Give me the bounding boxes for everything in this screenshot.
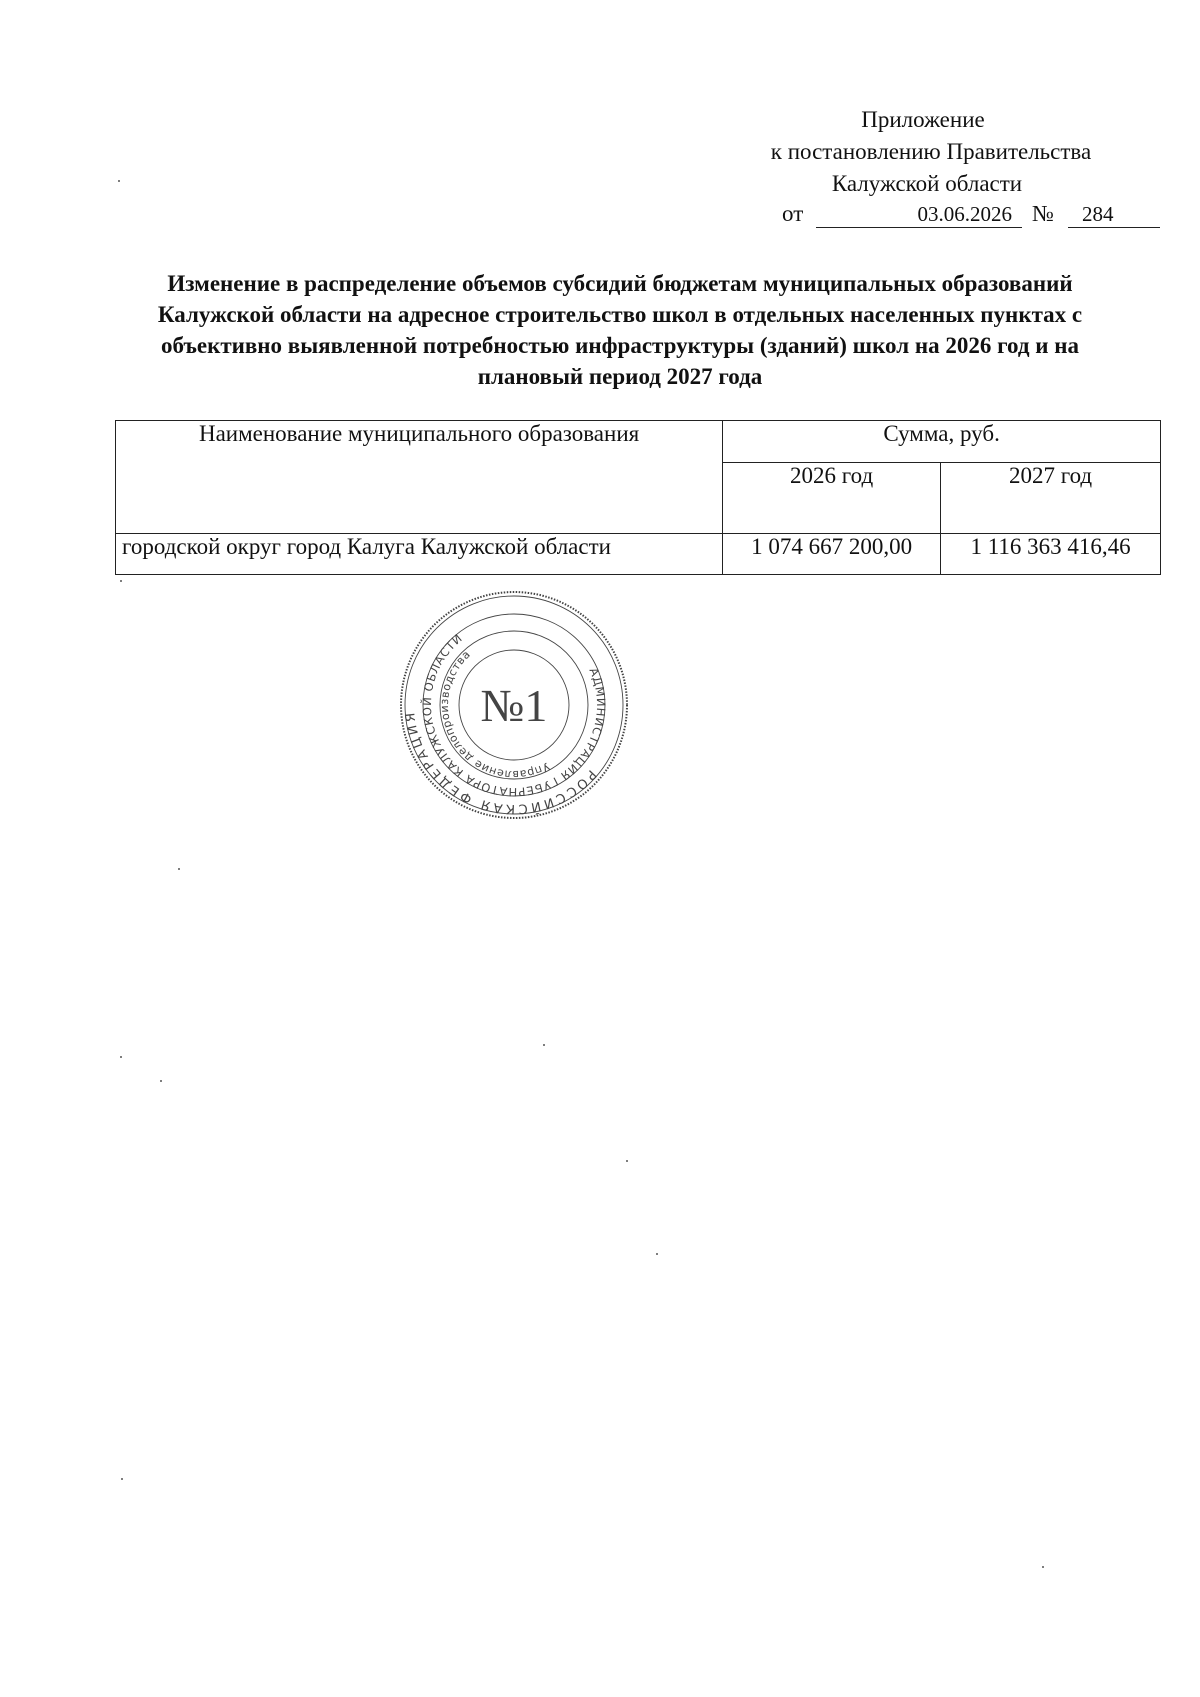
municipality-name: городской округ город Калуга Калужской области: [116, 534, 723, 575]
scan-speck: [626, 1160, 628, 1162]
scan-speck: [120, 580, 122, 582]
scan-speck: [1042, 1566, 1044, 1568]
resolution-date-number: [782, 198, 1162, 230]
resolution-date: 03.06.2026: [816, 198, 1022, 228]
scan-speck: [656, 1253, 658, 1255]
date-prefix: от: [782, 201, 804, 226]
appendix-resolution-line: к постановлению Правительства: [770, 139, 1092, 164]
scan-speck: [120, 1056, 122, 1058]
official-seal: [396, 590, 632, 820]
appendix-title: Приложение: [861, 107, 985, 132]
seal-center-number: №1: [480, 680, 548, 731]
seal-outer-text: РОССИЙСКАЯ ФЕДЕРАЦИЯ: [402, 709, 599, 817]
seal-ring-text: АДМИНИСТРАЦИЯ ГУБЕРНАТОРА КАЛУЖСКОЙ ОБЛАСТИ: [419, 630, 609, 800]
scan-speck: [121, 1478, 123, 1480]
amount-2026: 1 074 667 200,00: [723, 534, 941, 575]
scan-speck: [543, 1044, 545, 1046]
scan-speck: [178, 868, 180, 870]
appendix-block: [700, 104, 1140, 200]
table-row: [116, 534, 1161, 575]
header-year-2026: 2026 год: [723, 463, 941, 534]
header-municipality: Наименование муниципального образования: [116, 421, 723, 534]
amount-2027: 1 116 363 416,46: [941, 534, 1161, 575]
header-sum: Сумма, руб.: [723, 421, 1161, 463]
subsidy-table: [115, 420, 1161, 575]
scan-speck: [160, 1080, 162, 1082]
number-sign: №: [1032, 201, 1054, 226]
appendix-region-line: Калужской области: [831, 171, 1023, 196]
header-year-2027: 2027 год: [941, 463, 1161, 534]
scan-speck: [118, 180, 120, 182]
seal-inner-text: Управление делопроизводства: [437, 647, 552, 782]
document-title: Изменение в распределение объемов субсидий бюджетам муниципальных образований Калужской области на адресное строительство школ в отдельных населенных пунктах с объективно выявленной потребностью инфраструктуры (зданий) школ на 2026 год и на плановый период 2027 года: [157, 271, 1083, 389]
resolution-number: 284: [1068, 198, 1160, 228]
